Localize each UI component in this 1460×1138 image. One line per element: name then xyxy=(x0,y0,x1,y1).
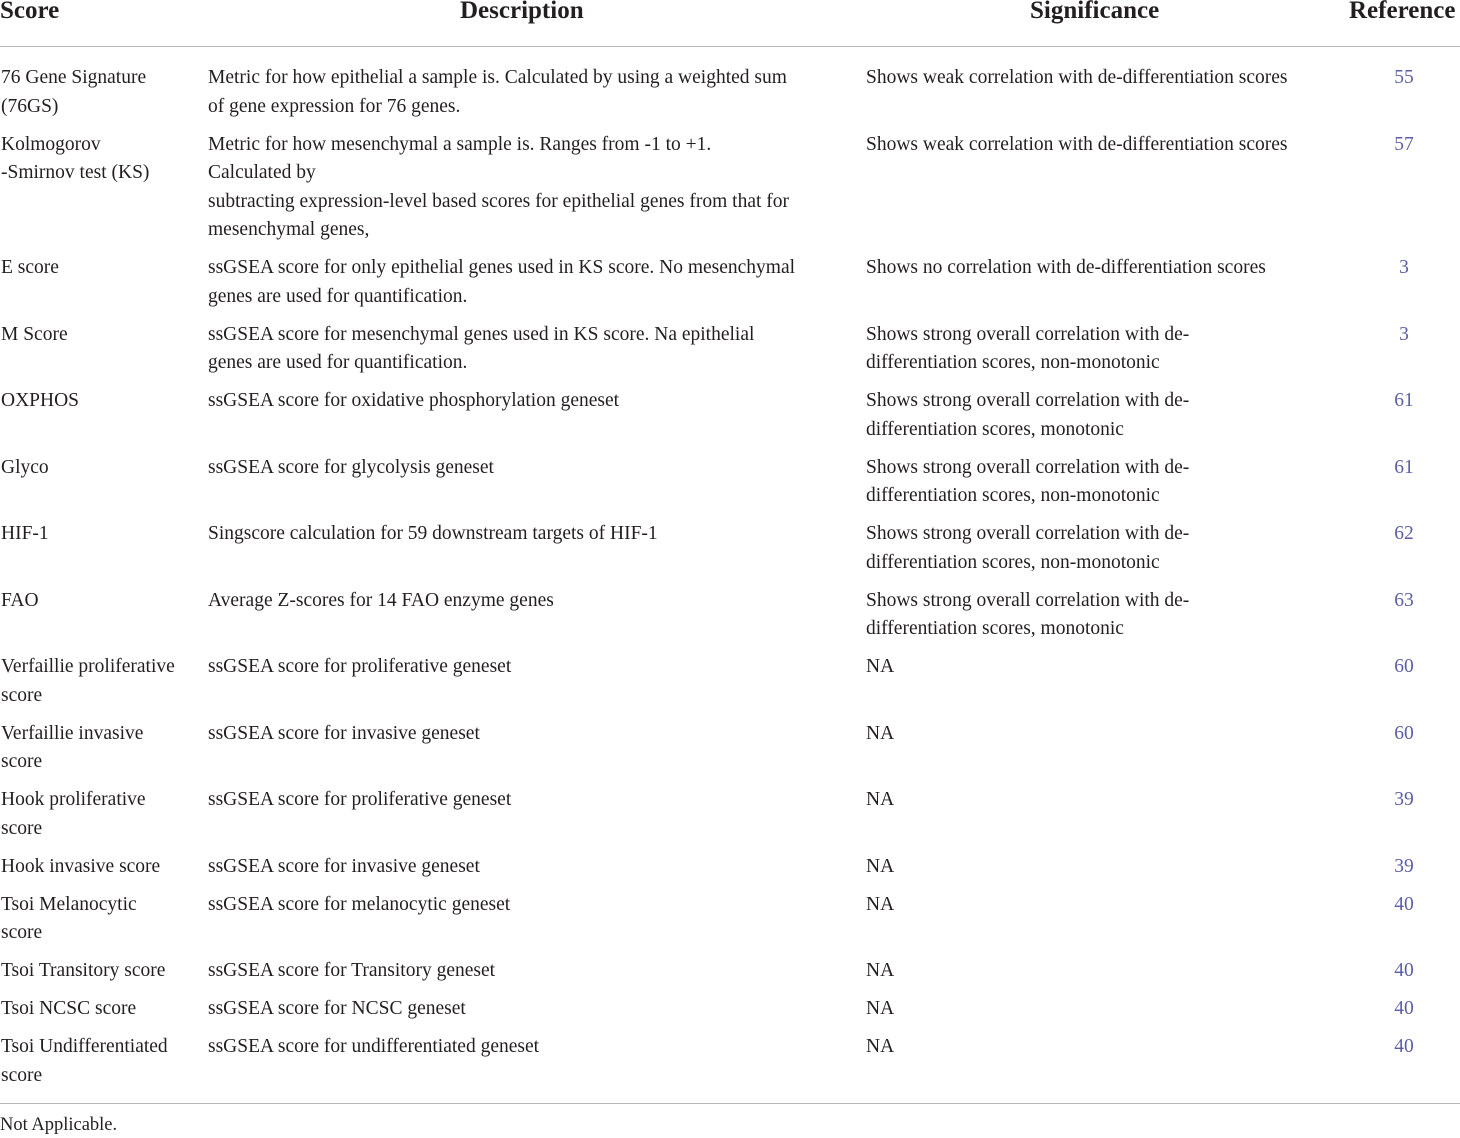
score-cell xyxy=(1,891,196,948)
description-cell xyxy=(208,653,848,682)
description-cell xyxy=(208,995,848,1024)
description-cell xyxy=(208,131,848,245)
score-cell-line: -Smirnov test (KS) xyxy=(1,162,150,183)
description-cell xyxy=(208,853,848,882)
significance-cell-line: NA xyxy=(866,722,895,744)
description-cell xyxy=(208,387,848,416)
reference-link[interactable]: 39 xyxy=(1394,855,1414,877)
table-row xyxy=(0,957,1460,995)
score-cell-line: Verfaillie invasive xyxy=(1,722,144,744)
reference-link[interactable]: 60 xyxy=(1394,722,1414,744)
significance-cell xyxy=(866,720,1336,749)
significance-cell xyxy=(866,64,1336,93)
significance-cell-line: Shows strong overall correlation with de- xyxy=(866,390,1190,411)
significance-cell-line: differentiation scores, monotonic xyxy=(866,418,1124,440)
reference-link[interactable]: 39 xyxy=(1394,789,1414,810)
score-cell-line: Kolmogorov xyxy=(1,133,101,155)
score-cell-line: Tsoi Undifferentiated xyxy=(1,1036,168,1057)
table-bottom-rule xyxy=(0,1103,1460,1104)
reference-link[interactable]: 62 xyxy=(1394,523,1414,544)
description-cell xyxy=(208,1033,848,1062)
header-significance: Significance xyxy=(1030,0,1160,24)
score-cell-line: HIF-1 xyxy=(1,523,49,544)
description-cell-line: ssGSEA score for only epithelial genes used in KS score. No mesenchymal xyxy=(208,257,796,278)
score-cell xyxy=(1,131,196,188)
table-row xyxy=(0,64,1460,131)
description-cell xyxy=(208,254,848,311)
table-row xyxy=(0,454,1460,521)
score-cell-line: Glyco xyxy=(1,456,49,478)
score-cell xyxy=(1,520,196,549)
table-row xyxy=(0,387,1460,454)
table-row xyxy=(0,1033,1460,1100)
description-cell-line: ssGSEA score for NCSC geneset xyxy=(208,998,466,1019)
table-row xyxy=(0,587,1460,654)
description-cell-line: ssGSEA score for invasive geneset xyxy=(208,722,480,744)
reference-link[interactable]: 63 xyxy=(1394,589,1414,611)
significance-cell xyxy=(866,321,1336,378)
significance-cell xyxy=(866,1033,1336,1062)
significance-cell xyxy=(866,587,1336,644)
significance-cell xyxy=(866,995,1336,1024)
reference-link[interactable]: 40 xyxy=(1394,998,1414,1019)
table-row xyxy=(0,786,1460,853)
score-cell xyxy=(1,1033,196,1090)
description-cell-line: Average Z-scores for 14 FAO enzyme genes xyxy=(208,589,554,611)
table-row xyxy=(0,254,1460,321)
description-cell xyxy=(208,891,848,920)
significance-cell-line: Shows no correlation with de-differentiation scores xyxy=(866,257,1266,278)
table-footnote: Not Applicable. xyxy=(0,1115,118,1135)
description-cell xyxy=(208,454,848,483)
header-reference: Reference xyxy=(1349,0,1456,24)
significance-cell xyxy=(866,853,1336,882)
description-cell-line: ssGSEA score for oxidative phosphorylation geneset xyxy=(208,390,620,411)
significance-cell-line: Shows strong overall correlation with de- xyxy=(866,323,1190,345)
description-cell xyxy=(208,520,848,549)
significance-cell xyxy=(866,387,1336,444)
reference-link[interactable]: 3 xyxy=(1399,323,1409,345)
significance-cell-line: Shows strong overall correlation with de- xyxy=(866,523,1190,544)
description-cell-line: Singscore calculation for 59 downstream targets of HIF-1 xyxy=(208,523,658,544)
significance-cell-line: NA xyxy=(866,656,895,677)
description-cell xyxy=(208,957,848,986)
reference-link[interactable]: 40 xyxy=(1394,1036,1414,1057)
significance-cell-line: differentiation scores, monotonic xyxy=(866,618,1124,639)
description-cell-line: ssGSEA score for proliferative geneset xyxy=(208,656,512,677)
significance-cell-line: NA xyxy=(866,789,895,810)
score-cell xyxy=(1,995,196,1024)
score-cell-line: E score xyxy=(1,257,59,278)
score-cell xyxy=(1,853,196,882)
score-cell xyxy=(1,720,196,777)
description-cell-line: Calculated by xyxy=(208,162,316,183)
reference-link[interactable]: 55 xyxy=(1394,67,1414,88)
description-cell-line: genes are used for quantification. xyxy=(208,352,468,373)
score-cell xyxy=(1,786,196,843)
score-cell-line: score xyxy=(1,817,43,839)
score-cell-line: Hook invasive score xyxy=(1,855,161,877)
score-cell-line: score xyxy=(1,922,43,943)
significance-cell-line: NA xyxy=(866,960,895,981)
description-cell-line: ssGSEA score for Transitory geneset xyxy=(208,960,496,981)
description-cell-line: of gene expression for 76 genes. xyxy=(208,95,461,117)
score-cell xyxy=(1,957,196,986)
table-row xyxy=(0,720,1460,787)
significance-cell xyxy=(866,891,1336,920)
significance-cell-line: differentiation scores, non-monotonic xyxy=(866,551,1160,573)
significance-cell xyxy=(866,454,1336,511)
score-cell xyxy=(1,454,196,483)
description-cell-line: ssGSEA score for invasive geneset xyxy=(208,855,480,877)
score-cell-line: Tsoi Melanocytic xyxy=(1,893,137,915)
score-cell-line: score xyxy=(1,751,43,772)
description-cell-line: ssGSEA score for mesenchymal genes used in KS score. Na epithelial xyxy=(208,323,755,345)
description-cell xyxy=(208,587,848,616)
description-cell-line: Metric for how mesenchymal a sample is. Ranges from -1 to +1. xyxy=(208,133,712,155)
significance-cell xyxy=(866,254,1336,283)
description-cell-line: ssGSEA score for undifferentiated geneset xyxy=(208,1036,540,1057)
description-cell-line: mesenchymal genes, xyxy=(208,219,370,240)
description-cell xyxy=(208,64,848,121)
score-cell xyxy=(1,64,196,121)
header-score: Score xyxy=(0,0,60,24)
score-cell-line: (76GS) xyxy=(1,95,59,117)
score-cell-line: Hook proliferative xyxy=(1,789,146,810)
reference-link[interactable]: 61 xyxy=(1394,456,1414,478)
header-description: Description xyxy=(460,0,584,24)
significance-cell-line: Shows strong overall correlation with de- xyxy=(866,589,1190,611)
significance-cell xyxy=(866,131,1336,160)
reference-link[interactable]: 61 xyxy=(1394,390,1414,411)
significance-cell xyxy=(866,653,1336,682)
table-row xyxy=(0,891,1460,958)
score-cell xyxy=(1,653,196,710)
significance-cell xyxy=(866,520,1336,577)
significance-cell-line: NA xyxy=(866,893,895,915)
description-cell-line: subtracting expression-level based scores for epithelial genes from that for xyxy=(208,190,790,212)
score-cell-line: score xyxy=(1,1064,43,1086)
significance-cell-line: NA xyxy=(866,855,895,877)
description-cell-line: ssGSEA score for proliferative geneset xyxy=(208,789,512,810)
reference-link[interactable]: 40 xyxy=(1394,893,1414,915)
score-cell xyxy=(1,587,196,616)
description-cell xyxy=(208,786,848,815)
description-cell-line: Metric for how epithelial a sample is. Calculated by using a weighted sum xyxy=(208,67,787,88)
score-cell-line: score xyxy=(1,684,43,706)
score-cell-line: M Score xyxy=(1,323,68,345)
table-row xyxy=(0,653,1460,720)
table-row xyxy=(0,131,1460,255)
score-cell-line: Tsoi Transitory score xyxy=(1,960,166,981)
score-cell-line: FAO xyxy=(1,589,39,611)
score-cell-line: Verfaillie proliferative xyxy=(1,656,175,677)
score-cell-line: 76 Gene Signature xyxy=(1,67,147,88)
score-cell xyxy=(1,387,196,416)
score-cell xyxy=(1,321,196,350)
table-header xyxy=(0,0,1460,47)
significance-cell-line: differentiation scores, non-monotonic xyxy=(866,485,1160,506)
significance-cell xyxy=(866,957,1336,986)
significance-cell-line: Shows strong overall correlation with de- xyxy=(866,456,1190,478)
table-row xyxy=(0,995,1460,1033)
score-cell xyxy=(1,254,196,283)
score-cell-line: Tsoi NCSC score xyxy=(1,998,137,1019)
significance-cell-line: differentiation scores, non-monotonic xyxy=(866,352,1160,373)
reference-link[interactable]: 57 xyxy=(1394,133,1414,155)
description-cell-line: ssGSEA score for melanocytic geneset xyxy=(208,893,511,915)
significance-cell xyxy=(866,786,1336,815)
significance-cell-line: NA xyxy=(866,1036,895,1057)
description-cell xyxy=(208,720,848,749)
reference-link[interactable]: 3 xyxy=(1399,257,1409,278)
score-cell-line: OXPHOS xyxy=(1,390,80,411)
description-cell-line: genes are used for quantification. xyxy=(208,285,468,307)
significance-cell-line: Shows weak correlation with de-differentiation scores xyxy=(866,67,1288,88)
table-body xyxy=(0,64,1460,1100)
table-row xyxy=(0,321,1460,388)
reference-link[interactable]: 40 xyxy=(1394,960,1414,981)
table-row xyxy=(0,520,1460,587)
description-cell-line: ssGSEA score for glycolysis geneset xyxy=(208,456,494,478)
significance-cell-line: NA xyxy=(866,998,895,1019)
significance-cell-line: Shows weak correlation with de-differentiation scores xyxy=(866,133,1288,155)
description-cell xyxy=(208,321,848,378)
reference-link[interactable]: 60 xyxy=(1394,656,1414,677)
table-row xyxy=(0,853,1460,891)
